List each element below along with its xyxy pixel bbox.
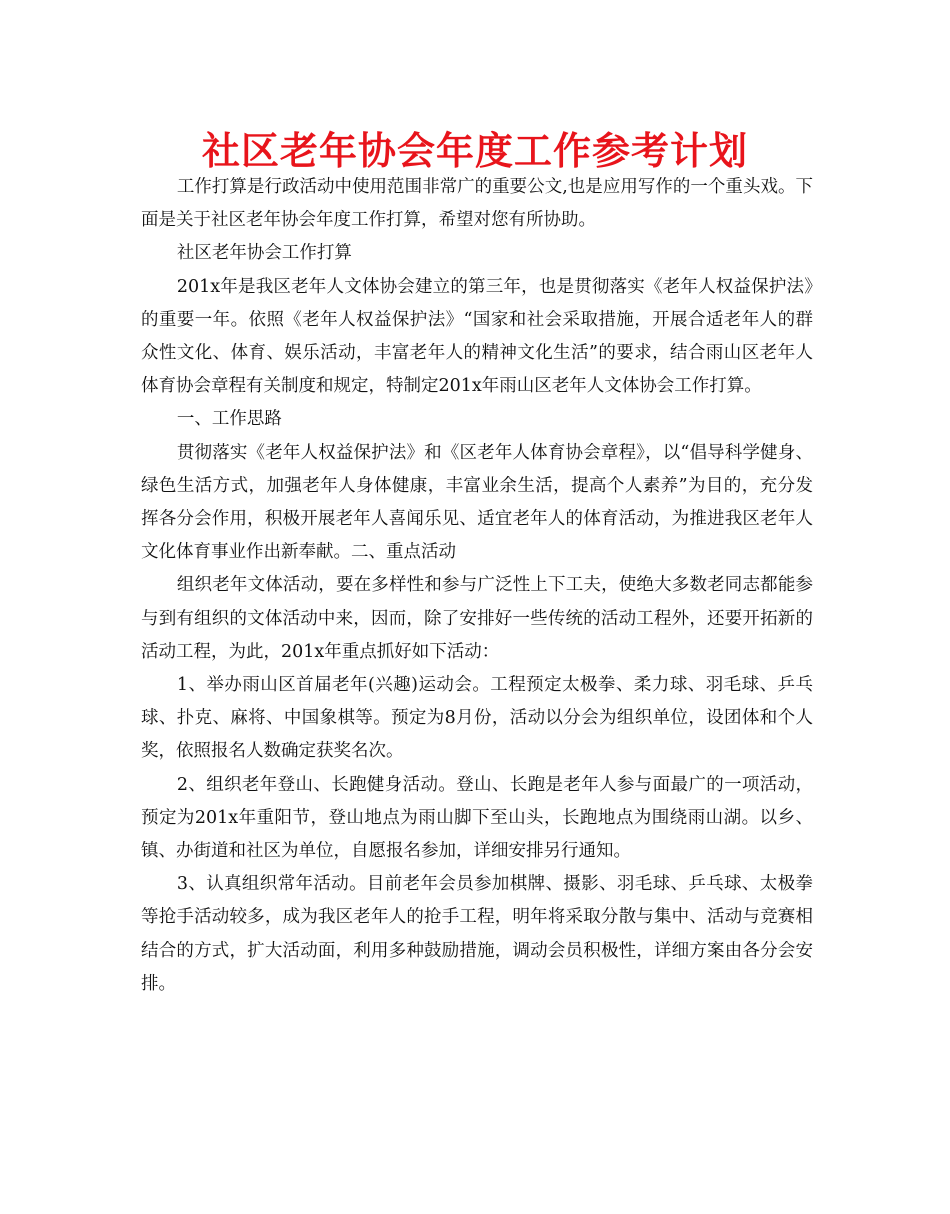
paragraph-background: 201x年是我区老年人文体协会建立的第三年，也是贯彻落实《老年人权益保护法》的重要一年。依照《老年人权益保护法》“国家和社会采取措施，开展合适老年人的群众性文化、体育、娱乐活动，丰富老年人的精神文化生活”的要求，结合雨山区老年人体育协会章程有关制度和规定，特制定201x年雨山区老年人文体协会工作打算。: [141, 276, 813, 397]
paragraph-activity-3: 3、认真组织常年活动。目前老年会员参加棋牌、摄影、羽毛球、乒乓球、太极拳等抢手活动较多，成为我区老年人的抢手工程，明年将采取分散与集中、活动与竞赛相结合的方式，扩大活动面，利用多种鼓励措施，调动会员积极性，详细方案由各分会安排。: [141, 874, 813, 994]
paragraph-subtitle: 社区老年协会工作打算: [176, 243, 352, 264]
paragraph-activity-1: 1、举办雨山区首届老年(兴趣)运动会。工程预定太极拳、柔力球、羽毛球、乒乓球、扑克、麻将、中国象棋等。预定为8月份，活动以分会为组织单位，设团体和个人奖，依照报名人数确定获奖名次。: [141, 675, 813, 762]
paragraph-key-activities: 组织老年文体活动，要在多样性和参与广泛性上下工夫，使绝大多数老同志都能参与到有组织的文体活动中来，因而，除了安排好一些传统的活动工程外，还要开拓新的活动工程，为此，201x年重点抓好如下活动：: [141, 575, 813, 662]
document-body: [141, 171, 813, 1001]
paragraph-intro: 工作打算是行政活动中使用范围非常广的重要公文,也是应用写作的一个重头戏。下面是关于社区老年协会年度工作打算，希望对您有所协助。: [141, 177, 813, 231]
section-heading-work-ideas: 一、工作思路: [176, 409, 282, 430]
paragraph-work-ideas: 贯彻落实《老年人权益保护法》和《区老年人体育协会章程》，以“倡导科学健身、绿色生活方式，加强老年人身体健康，丰富业余生活，提高个人素养”为目的，充分发挥各分会作用，积极开展老年人喜闻乐见、适宜老年人的体育活动，为推进我区老年人文化体育事业作出新奉献。二、重点活动: [141, 442, 813, 563]
paragraph-activity-2: 2、组织老年登山、长跑健身活动。登山、长跑是老年人参与面最广的一项活动，预定为201x年重阳节，登山地点为雨山脚下至山头，长跑地点为围绕雨山湖。以乡、镇、办街道和社区为单位，自愿报名参加，详细安排另行通知。: [141, 774, 813, 862]
document-title: 社区老年协会年度工作参考计划: [201, 129, 748, 173]
